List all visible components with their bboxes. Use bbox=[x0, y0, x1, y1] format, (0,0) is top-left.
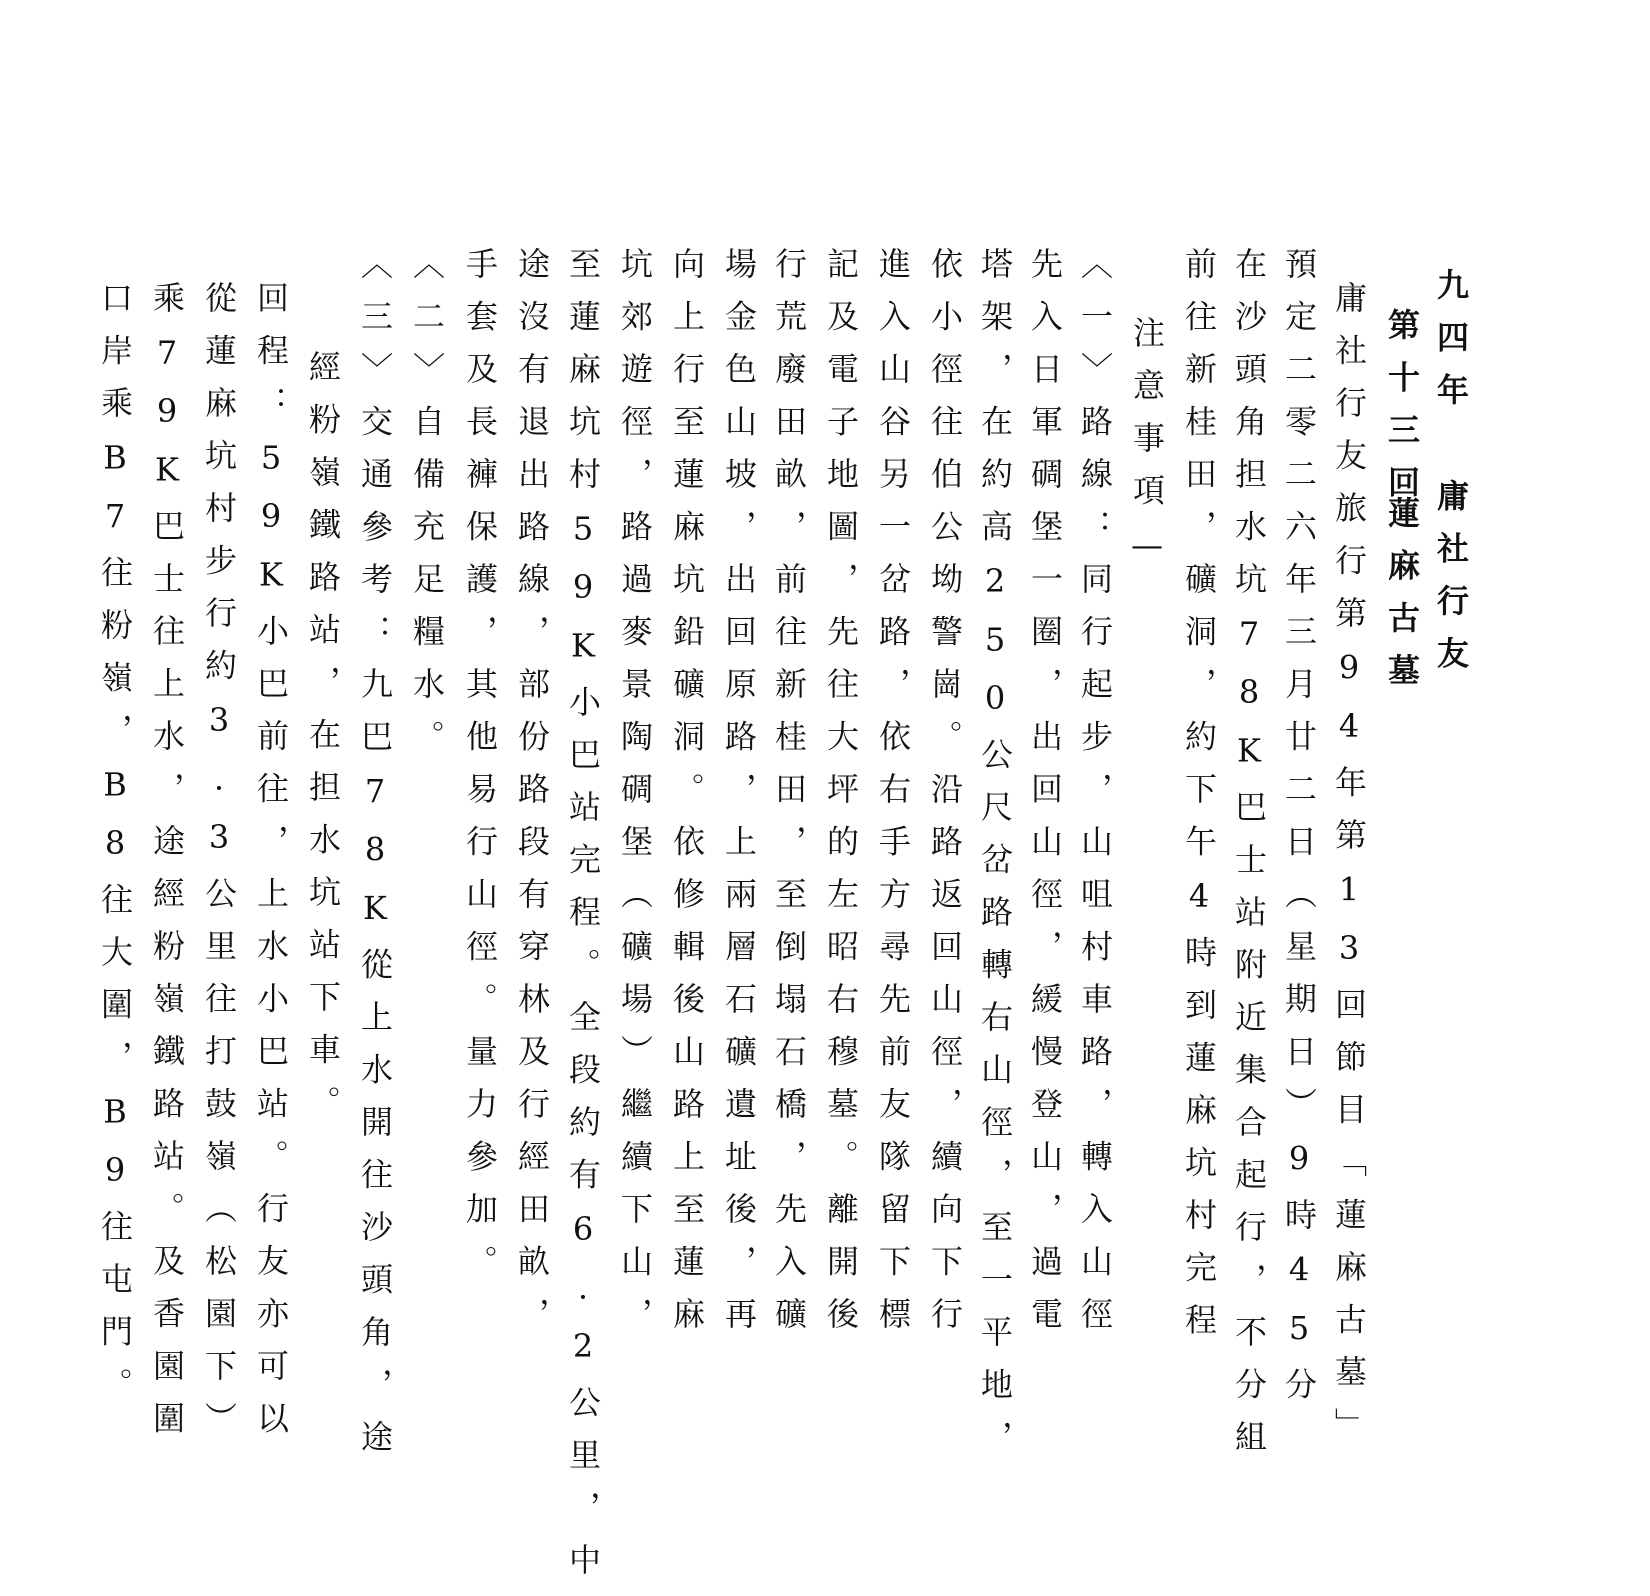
destination-title: 蓮麻古墓 bbox=[1383, 496, 1421, 706]
return-line-4: 口岸乘B7往粉嶺，B8往大圍，B9往屯門。 bbox=[96, 281, 134, 1420]
route-line-2: 先入日軍碉堡一圈，出回山徑，緩慢登山，過電 bbox=[1026, 247, 1064, 1350]
notes-heading: 注意事項— bbox=[1128, 316, 1166, 585]
transport-line-1: 〈三〉交通參考：九巴78K從上水開往沙頭角，途 bbox=[356, 247, 394, 1473]
route-line-12: 途沒有退出路線，部份路段有穿林及行經田畝， bbox=[513, 247, 551, 1350]
route-line-3: 塔架，在約高250公尺岔路轉右山徑，至一平地， bbox=[976, 247, 1014, 1473]
return-line-3: 乘79K巴士往上水，途經粉嶺鐵路站。及香園圍 bbox=[148, 281, 186, 1454]
return-line-1: 回程：59K小巴前往，上水小巴站。行友亦可以 bbox=[252, 281, 290, 1454]
route-line-9: 向上行至蓮麻坑鉛礦洞。依修輯後山路上至蓮麻 bbox=[668, 247, 706, 1350]
intro-line-1: 庸社行友旅行第94年第13回節目「蓮麻古墓」 bbox=[1330, 281, 1368, 1460]
route-line-6: 記及電子地圖，先往大坪的左昭右穆墓。離開後 bbox=[822, 247, 860, 1350]
route-line-7: 行荒廢田畝，前往新桂田，至倒塌石橋，先入礦 bbox=[770, 247, 808, 1350]
route-line-1: 〈一〉路線：同行起步，山咀村車路，轉入山徑 bbox=[1076, 247, 1114, 1350]
route-line-13: 手套及長褲保護，其他易行山徑。量力參加。 bbox=[461, 247, 499, 1297]
intro-line-3: 在沙頭角担水坑78K巴士站附近集合起行，不分組 bbox=[1230, 247, 1268, 1473]
route-line-10: 坑郊遊徑，路過麥景陶碉堡（礦場）繼續下山， bbox=[616, 247, 654, 1350]
route-line-4: 依小徑往伯公坳警崗。沿路返回山徑，續向下行 bbox=[926, 247, 964, 1350]
route-line-5: 進入山谷另一岔路，依右手方尋先前友隊留下標 bbox=[874, 247, 912, 1350]
route-line-11: 至蓮麻坑村59K小巴站完程。全段約有6.2公里，中 bbox=[564, 247, 602, 1596]
society-line: 庸社行友 bbox=[1432, 479, 1470, 689]
route-line-8: 場金色山坡，出回原路，上兩層石礦遺址後，再 bbox=[720, 247, 758, 1350]
intro-line-4: 前往新桂田，礦洞，約下午4時到蓮麻坑村完程 bbox=[1180, 247, 1218, 1356]
transport-line-2: 經粉嶺鐵路站，在担水坑站下車。 bbox=[304, 350, 342, 1138]
session-title: 第十三回 bbox=[1383, 308, 1421, 518]
year-line: 九四年 bbox=[1432, 268, 1470, 426]
intro-line-2: 預定二零二六年三月廿二日（星期日）9時45分 bbox=[1280, 247, 1318, 1420]
supplies-line: 〈二〉自備充足糧水。 bbox=[408, 247, 446, 772]
return-line-2: 從蓮麻坑村步行約3.3公里往打鼓嶺（松園下） bbox=[200, 281, 238, 1454]
